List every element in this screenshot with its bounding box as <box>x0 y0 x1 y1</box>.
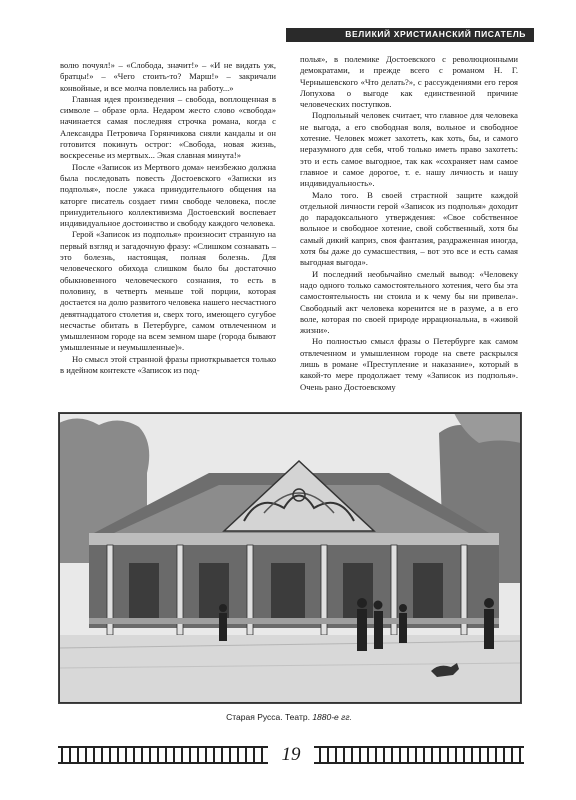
paragraph: После «Записок из Мертвого дома» неизбежно должна была последовать повесть Достоевского «Записки из подполья», после ужаса принудительного общения на каторге писатель создает гимн свободе человека, после принудительного коллективизма Достоевский воспевает индивидуальное достоинство и свободу каждого человека. <box>60 161 276 229</box>
paragraph: Подпольный человек считает, что главное для человека не выгода, а его свободная воля, вольное и свободное хотение. Человек может захотеть, как хоть, бы, и самого неразумного для себя, чтоб только иметь право захотеть: это и есть самое выгодное, так как «сохраняет нам самое главное и самое дорогое, т. е. нашу личность и нашу индивидуальность». <box>300 110 518 189</box>
caption-text: Старая Русса. Театр. <box>226 712 310 722</box>
theatre-engraving-drawing <box>59 413 521 703</box>
figure-caption <box>58 712 520 722</box>
paragraph: полья», в полемике Достоевского с революционными демократами, и прежде всего с романом Н. Г. Чернышевского «Что делать?», с рассуждениями его героя Лопухова о выгоде как единственной причине человеческих поступков. <box>300 54 518 110</box>
caption-year: 1880-е гг. <box>312 712 352 722</box>
right-text-column <box>300 54 518 393</box>
ornamental-border-left <box>58 746 268 764</box>
paragraph: Главная идея произведения – свобода, воплощенная в символе – образе орла. Недаром жесто слово «свобода» начинается самая последняя строчка романа, когда с Александра Петровича Горянчикова сняли кандалы и он готовится покинуть острог: «Свобода, новая жизнь, воскресенье из мертвых... Экая славная минута!» <box>60 93 276 161</box>
page-footer <box>58 744 524 766</box>
paragraph: волю почуял!» – «Слобода, значит!» – «И не видать уж, братцы!» – «Чего стоить-то? Марш!» – закричали конвойные, и все молча повлелись на работу...» <box>60 60 276 93</box>
paragraph: Но смысл этой странной фразы приоткрывается только в идейном контексте «Записок из под- <box>60 353 276 376</box>
page-number: 19 <box>281 744 301 765</box>
paragraph: Герой «Записок из подполья» произносит странную на первый взгляд и загадочную фразу: «Слишком сознавать – это болезнь, настоящая, полная болезнь. Для человеческого обихода слишком было бы достаточно обыкновенного человеческого сознания, то есть в половину, в четверть меньше той порции, которая достается на долю развитого человека нашего несчастного девятнадцатого столетия и, сверх того, имеющего сугубое несчастье обитать в Петербурге, самом отвлеченном и умышленном городе на всем земном шаре (города бывают умышленные и неумышленные)». <box>60 229 276 353</box>
left-text-column <box>60 60 276 376</box>
running-header-title: ВЕЛИКИЙ ХРИСТИАНСКИЙ ПИСАТЕЛЬ <box>345 29 526 39</box>
running-header <box>286 28 534 42</box>
paragraph: Но полностью смысл фразы о Петербурге как самом отвлеченном и умышленном городе на свете раскрылся лишь в романе «Преступление и наказание», который в какой-то мере продолжает тему «Записок из подполья». Очень рано Достоевскому <box>300 336 518 392</box>
theatre-engraving <box>58 412 522 704</box>
paragraph: И последний необычайно смелый вывод: «Человеку надо одного только самостоятельного хотения, чего бы эта самостоятельность ни стоила и к чему бы ни привела». Свободный акт человека коренится не в разуме, а в его воле, которая по своей природе иррациональна, в «живой жизни». <box>300 268 518 336</box>
ornamental-border-right <box>314 746 524 764</box>
paragraph: Мало того. В своей страстной защите каждой отдельной личности герой «Записок из подполья» доходит до парадоксального утверждения: «Свое собственное вольное и свободное хотение, свой собственный, хотя бы самый дикий каприз, своя фантазия, раздраженная иногда, хотя бы даже до сумасшествия, – вот это все и есть самая выгодная выгода». <box>300 189 518 268</box>
